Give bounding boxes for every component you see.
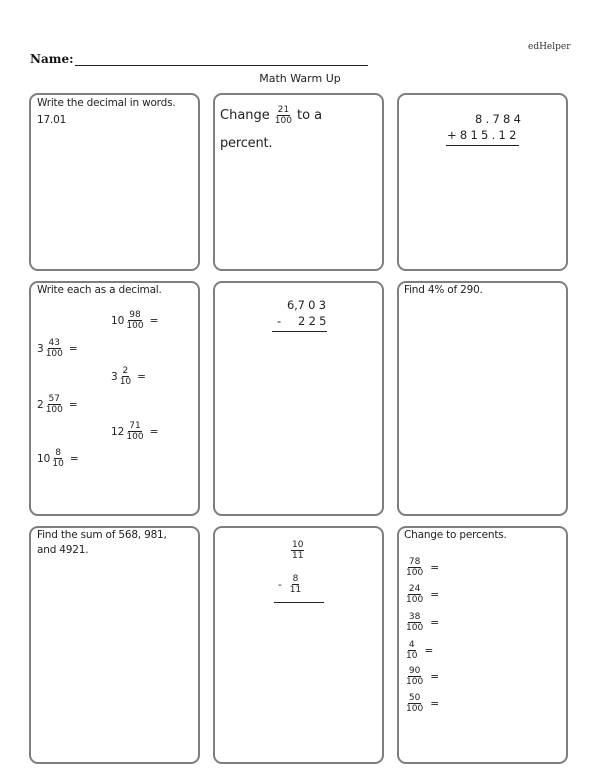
p4-item-fraction	[125, 421, 144, 442]
p9-item	[404, 666, 439, 687]
p3-answer-line	[446, 145, 519, 146]
p9-item-fraction	[405, 557, 424, 578]
p9-item-equals: =	[430, 697, 439, 710]
p9-item-den: 100	[406, 623, 424, 633]
p9-item-num: 24	[408, 584, 421, 594]
name-line	[75, 65, 368, 66]
p9-item-num: 50	[408, 693, 421, 703]
p1-prompt: Write the decimal in words.	[37, 97, 176, 109]
p4-item-num: 43	[48, 338, 60, 348]
p2-fraction	[274, 105, 293, 126]
p4-item-fraction	[125, 310, 144, 331]
p5-top-number: 6,7 0 3	[287, 298, 326, 312]
p4-item-den: 10	[119, 377, 132, 387]
p9-item	[404, 612, 439, 633]
p2-frac-num: 21	[277, 105, 290, 115]
p8-b-den: 11	[289, 585, 302, 595]
brand-label: edHelper	[528, 42, 571, 52]
p3-top-number: 8 . 7 8 4	[475, 112, 521, 126]
p9-item-equals: =	[430, 588, 439, 601]
p2-line2: percent.	[220, 136, 273, 151]
p4-item-equals: =	[149, 314, 159, 327]
p8-b-num: 8	[292, 574, 299, 584]
p4-item	[111, 310, 158, 331]
p9-item	[404, 693, 439, 714]
p3-bottom-number: + 8 1 5 . 1 2	[447, 128, 517, 142]
p4-item	[37, 338, 78, 359]
p9-item-fraction	[405, 666, 424, 687]
p7-prompt-line1: Find the sum of 568, 981,	[37, 529, 167, 541]
p4-item-num: 2	[122, 366, 129, 376]
p7-prompt-line2: and 4921.	[37, 544, 89, 556]
p4-item-whole: 12	[111, 425, 125, 438]
p4-item-fraction	[51, 448, 64, 469]
p2-suffix: to a	[296, 108, 323, 123]
p9-item-den: 100	[406, 704, 424, 714]
p9-item-num: 90	[408, 666, 421, 676]
p4-item	[111, 366, 146, 387]
p9-item-fraction	[405, 693, 424, 714]
p2-line1	[220, 105, 322, 126]
p9-item-num: 78	[408, 557, 421, 567]
p4-item-equals: =	[149, 425, 159, 438]
problem-box-7	[29, 526, 200, 764]
p4-item-equals: =	[68, 342, 78, 355]
p4-item-equals: =	[69, 452, 79, 465]
p4-item-whole: 2	[37, 398, 44, 411]
p4-item-den: 100	[126, 432, 144, 442]
p9-item-den: 100	[406, 568, 424, 578]
p4-item	[37, 394, 78, 415]
p4-item-whole: 10	[37, 452, 51, 465]
p8-second-fraction	[278, 574, 303, 595]
p9-item-fraction	[405, 640, 418, 661]
p9-item-fraction	[405, 584, 424, 605]
p8-first-fraction	[290, 540, 305, 561]
p4-item-whole: 10	[111, 314, 125, 327]
p4-item-num: 71	[129, 421, 141, 431]
p6-prompt: Find 4% of 290.	[404, 284, 483, 296]
p9-item	[404, 584, 439, 605]
p5-bottom-number: 2 2 5	[298, 314, 327, 328]
p4-item-fraction	[45, 338, 64, 359]
p4-item-den: 100	[126, 321, 144, 331]
p9-item-den: 100	[406, 595, 424, 605]
p4-item-den: 100	[45, 405, 63, 415]
p9-prompt: Change to percents.	[404, 529, 507, 541]
p4-item-fraction	[119, 366, 132, 387]
p4-item-whole: 3	[111, 370, 118, 383]
p9-item-equals: =	[424, 644, 434, 657]
problem-box-6	[397, 281, 568, 516]
p4-item-whole: 3	[37, 342, 44, 355]
p9-item-num: 4	[408, 640, 415, 650]
p8-answer-line	[274, 602, 324, 603]
p9-item-equals: =	[430, 561, 439, 574]
p8-a-num: 10	[292, 540, 304, 550]
p4-item	[111, 421, 158, 442]
p9-item-equals: =	[430, 670, 439, 683]
p9-item	[404, 557, 439, 578]
p4-item-equals: =	[137, 370, 146, 383]
problem-box-8	[213, 526, 384, 764]
p8-a-den: 11	[292, 551, 304, 561]
p4-item-num: 98	[129, 310, 141, 320]
p1-value: 17.01	[37, 114, 67, 126]
p4-item-equals: =	[68, 398, 78, 411]
page-title: Math Warm Up	[259, 72, 341, 85]
p4-item-num: 57	[48, 394, 60, 404]
p4-item-num: 8	[55, 448, 61, 458]
p9-item-den: 100	[406, 677, 424, 687]
p4-item-den: 10	[52, 459, 64, 469]
p8-fraction-b	[289, 574, 302, 595]
p9-item-equals: =	[430, 616, 439, 629]
p9-item-num: 38	[408, 612, 421, 622]
p5-answer-line	[272, 331, 327, 332]
p4-item-den: 100	[45, 349, 63, 359]
p5-operator: -	[277, 314, 281, 328]
p2-frac-den: 100	[274, 116, 292, 126]
name-label: Name:	[30, 52, 74, 66]
p2-prefix: Change	[220, 108, 270, 123]
p4-item-fraction	[45, 394, 64, 415]
p4-prompt: Write each as a decimal.	[37, 284, 162, 296]
p9-item-den: 10	[406, 651, 418, 661]
p9-item-fraction	[405, 612, 424, 633]
p8-operator: -	[278, 578, 282, 591]
p8-fraction-a	[291, 540, 304, 561]
p9-item	[404, 640, 433, 661]
p4-item	[37, 448, 79, 469]
